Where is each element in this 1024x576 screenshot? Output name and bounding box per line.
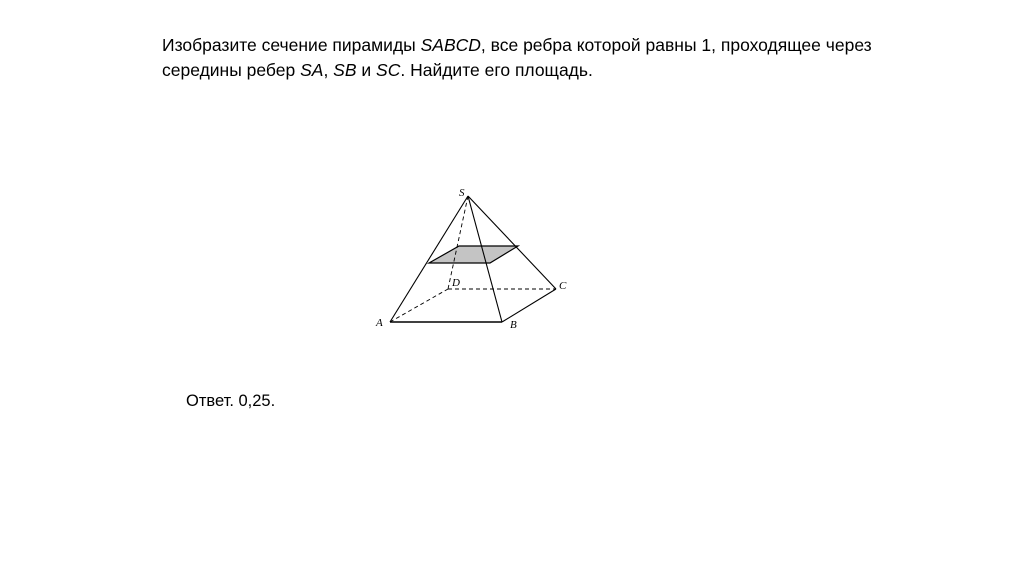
edge-sc: SC bbox=[376, 60, 401, 80]
vertex-label-a: A bbox=[376, 317, 383, 329]
vertex-label-c: C bbox=[559, 280, 567, 292]
answer-text: Ответ. 0,25. bbox=[186, 392, 276, 410]
edge-sc bbox=[468, 196, 556, 289]
problem-part: . Найдите его площадь. bbox=[400, 60, 593, 80]
vertex-label-s: S bbox=[459, 187, 465, 199]
problem-part: , все ребра которой равны 1, проходящее через середины ребер bbox=[162, 35, 872, 80]
edge-bc bbox=[502, 289, 556, 322]
edge-sd-hidden bbox=[448, 196, 468, 289]
edge-sb: SB bbox=[333, 60, 357, 80]
vertex-label-b: B bbox=[510, 319, 517, 331]
pyramid-name: SABCD bbox=[420, 35, 481, 55]
vertex-label-d: D bbox=[452, 277, 460, 289]
cross-section bbox=[429, 246, 518, 263]
edge-sa: SA bbox=[300, 60, 324, 80]
problem-part: Изобразите сечение пирамиды bbox=[162, 35, 421, 55]
problem-text bbox=[162, 33, 882, 83]
problem-part: , bbox=[323, 60, 334, 80]
pyramid-diagram bbox=[370, 180, 580, 340]
problem-part: и bbox=[356, 60, 377, 80]
edge-ad-hidden bbox=[390, 289, 448, 322]
